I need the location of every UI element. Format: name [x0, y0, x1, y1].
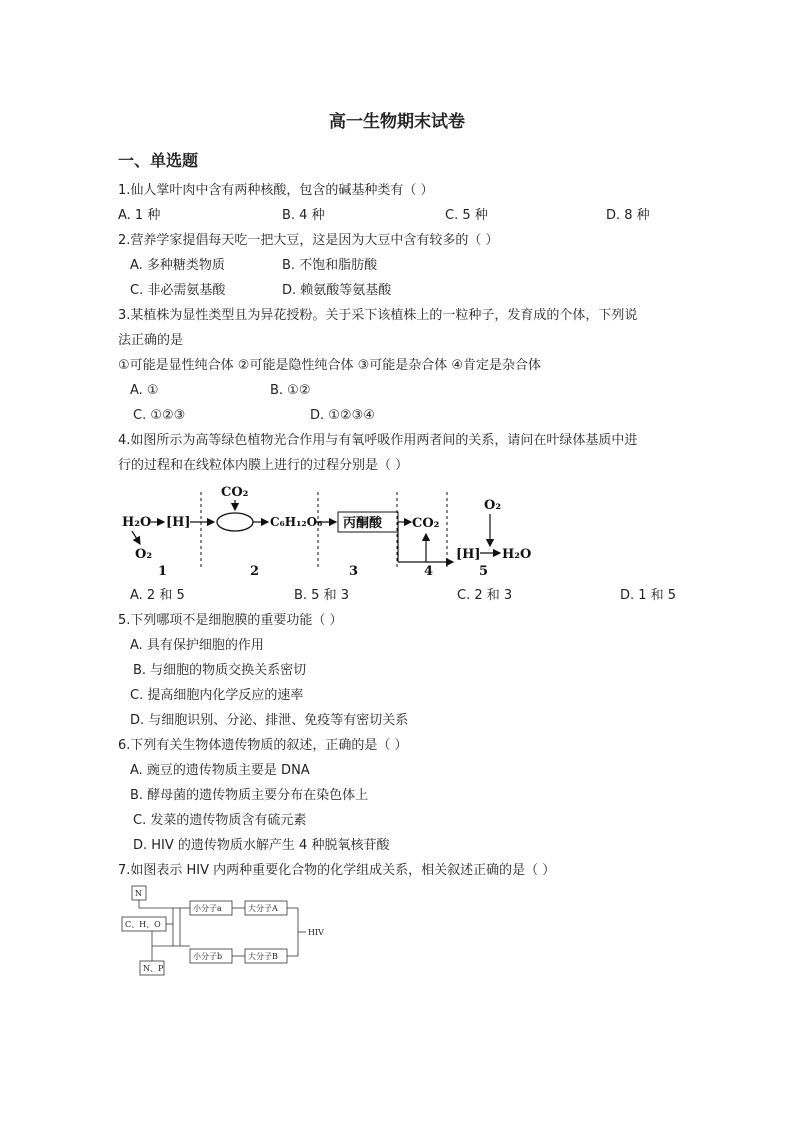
dg-co2-right: CO₂	[412, 516, 440, 531]
q4-option-d[interactable]: D. 1 和 5	[620, 588, 677, 603]
q1-option-d[interactable]: D. 8 种	[606, 208, 650, 223]
dg7-cho: C、H、O	[125, 920, 161, 929]
q3-stem-line1: 3.某植株为显性类型且为异花授粉。关于采下该植株上的一粒种子，发育成的个体，下列说	[118, 308, 638, 323]
q5-stem: 5.下列哪项不是细胞膜的重要功能（ ）	[118, 613, 343, 628]
q4-stem-line2: 行的过程和在线粒体内膜上进行的过程分别是（ ）	[118, 458, 409, 473]
q4-option-c[interactable]: C. 2 和 3	[457, 588, 513, 603]
dg-label-2: 2	[250, 564, 260, 579]
q2-option-d[interactable]: D. 赖氨酸等氨基酸	[282, 283, 392, 298]
dg-label-4: 4	[424, 564, 434, 579]
q3-stem-line2: 法正确的是	[118, 333, 184, 348]
dg7-n: N	[135, 889, 142, 898]
q3-statements: ①可能是显性纯合体 ②可能是隐性纯合体 ③可能是杂合体 ④肯定是杂合体	[118, 358, 542, 373]
dg-h2o-right: H₂O	[502, 547, 532, 562]
q3-option-b[interactable]: B. ①②	[270, 383, 311, 398]
hiv-composition-diagram	[118, 884, 348, 984]
dg-label-1: 1	[158, 564, 168, 579]
q4-stem-line1: 4.如图所示为高等绿色植物光合作用与有氧呼吸作用两者间的关系，请问在叶绿体基质中进	[118, 433, 638, 448]
q3-option-a[interactable]: A. ①	[130, 383, 159, 398]
q5-option-d[interactable]: D. 与细胞识别、分泌、排泄、免疫等有密切关系	[130, 713, 409, 728]
dg7-big-a: 大分子A	[248, 904, 278, 913]
dg-h-left: [H]	[166, 515, 191, 530]
q1-option-b[interactable]: B. 4 种	[282, 208, 325, 223]
q3-option-c[interactable]: C. ①②③	[133, 408, 186, 423]
q7-stem: 7.如图表示 HIV 内两种重要化合物的化学组成关系，相关叙述正确的是（ ）	[118, 863, 556, 878]
q1-stem: 1.仙人掌叶肉中含有两种核酸，包含的碱基种类有（ ）	[118, 183, 434, 198]
dg-pyruvate: 丙酮酸	[343, 516, 383, 531]
q6-option-c[interactable]: C. 发菜的遗传物质含有硫元素	[133, 813, 307, 828]
q6-option-b[interactable]: B. 酵母菌的遗传物质主要分布在染色体上	[130, 788, 369, 803]
q4-option-a[interactable]: A. 2 和 5	[130, 588, 185, 603]
dg7-big-b: 大分子B	[248, 952, 278, 961]
q5-option-c[interactable]: C. 提高细胞内化学反应的速率	[130, 688, 304, 703]
q3-option-d[interactable]: D. ①②③④	[310, 408, 375, 423]
q2-option-b[interactable]: B. 不饱和脂肪酸	[282, 258, 378, 273]
dg7-np: N、P	[143, 964, 164, 973]
page-title: 高一生物期末试卷	[329, 112, 465, 132]
dg7-hiv: HIV	[308, 928, 324, 937]
dg-cycle-ellipse	[217, 513, 253, 531]
dg-h-right: [H]	[456, 547, 481, 562]
q2-option-c[interactable]: C. 非必需氨基酸	[130, 283, 226, 298]
dg-label-3: 3	[349, 564, 359, 579]
q2-stem: 2.营养学家提倡每天吃一把大豆，这是因为大豆中含有较多的（ ）	[118, 233, 499, 248]
dg-glucose: C₆H₁₂O₆	[270, 515, 323, 529]
q1-option-c[interactable]: C. 5 种	[445, 208, 488, 223]
q5-option-a[interactable]: A. 具有保护细胞的作用	[130, 638, 264, 653]
dg-label-5: 5	[479, 564, 489, 579]
dg7-small-b: 小分子b	[193, 952, 223, 961]
photosynthesis-respiration-diagram	[118, 482, 538, 582]
q6-option-d[interactable]: D. HIV 的遗传物质水解产生 4 种脱氧核苷酸	[133, 838, 390, 853]
section-heading: 一、单选题	[118, 151, 199, 170]
dg-h2o-left: H₂O	[122, 515, 152, 530]
q5-option-b[interactable]: B. 与细胞的物质交换关系密切	[133, 663, 307, 678]
dg-co2-top: CO₂	[221, 485, 249, 500]
q2-option-a[interactable]: A. 多种糖类物质	[130, 258, 225, 273]
q4-option-b[interactable]: B. 5 和 3	[294, 588, 349, 603]
dg-o2-right: O₂	[484, 498, 502, 513]
dg-o2-left: O₂	[135, 547, 153, 562]
q1-option-a[interactable]: A. 1 种	[118, 208, 161, 223]
q6-option-a[interactable]: A. 豌豆的遗传物质主要是 DNA	[130, 763, 310, 778]
q6-stem: 6.下列有关生物体遗传物质的叙述，正确的是（ ）	[118, 738, 408, 753]
dg7-small-a: 小分子a	[193, 904, 222, 913]
